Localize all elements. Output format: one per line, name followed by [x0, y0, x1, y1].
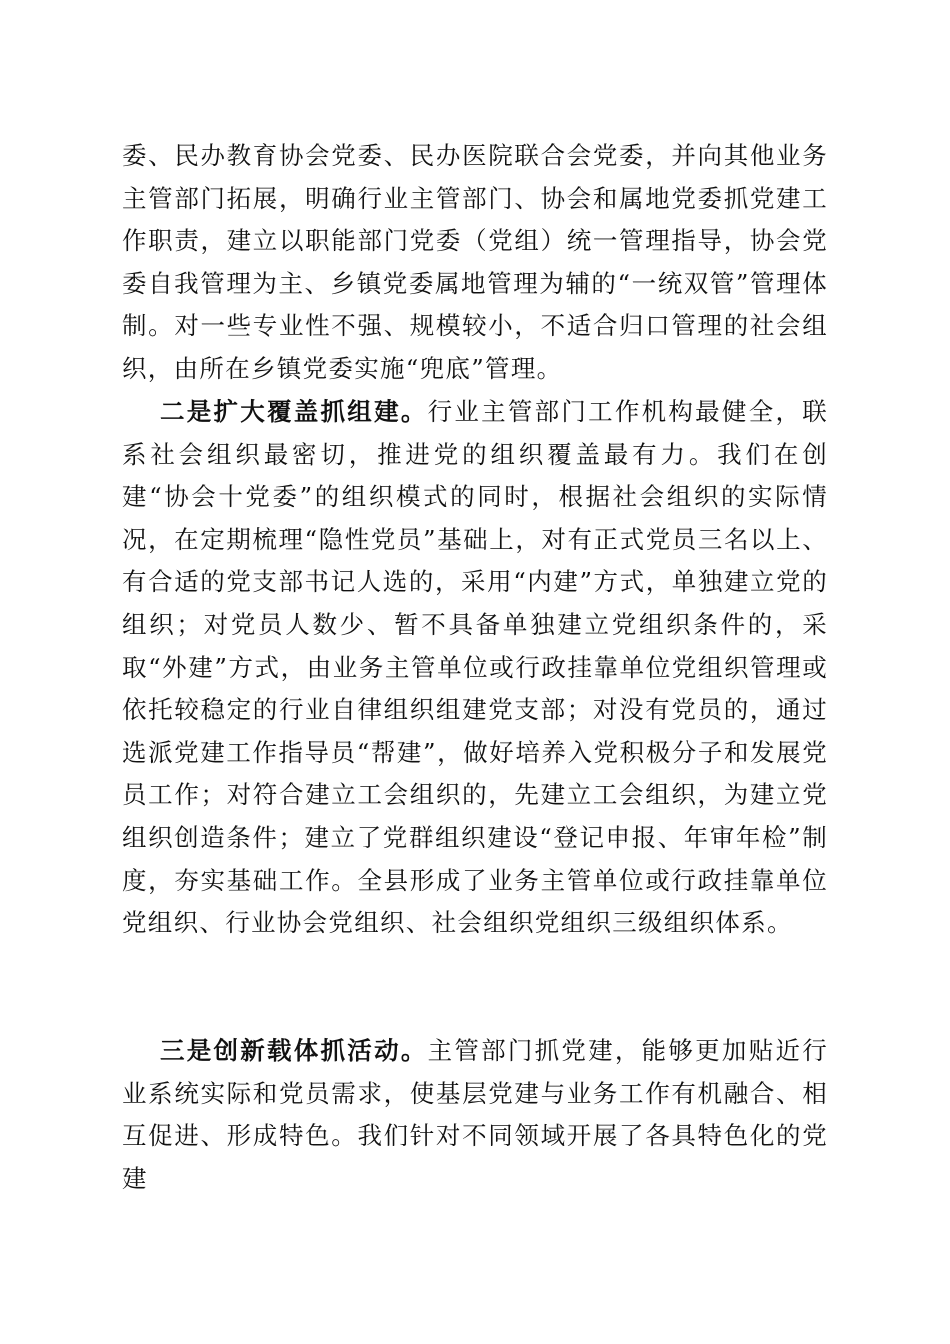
paragraph-expand-coverage: [122, 391, 828, 945]
paragraph-continuation: [122, 135, 828, 391]
paragraph-text: 委、民办教育协会党委、民办医院联合会党委，并向其他业务主管部门拓展，明确行业主管部门、协会和属地党委抓党建工作职责，建立以职能部门党委（党组）统一管理指导，协会党委自我管理为主、乡镇党委属地管理为辅的“一统双管”管理体制。对一些专业性不强、规模较小，不适合归口管理的社会组织，由所在乡镇党委实施“兜底”管理。: [122, 141, 828, 383]
paragraph-lead-heading: 二是扩大覆盖抓组建。: [160, 397, 428, 426]
paragraph-innovate-carriers: [122, 1030, 828, 1200]
paragraph-text: 主管部门抓党建，能够更加贴近行业系统实际和党员需求，使基层党建与业务工作有机融合、相互促进、形成特色。我们针对不同领域开展了各具特色化的党建: [122, 1036, 829, 1193]
paragraph-lead-heading: 三是创新载体抓活动。: [160, 1036, 428, 1065]
paragraph-text: 行业主管部门工作机构最健全，联系社会组织最密切，推进党的组织覆盖最有力。我们在创建“协会十党委”的组织模式的同时，根据社会组织的实际情况，在定期梳理“隐性党员”基础上，对有正式党员三名以上、有合适的党支部书记人选的，采用“内建”方式，单独建立党的组织；对党员人数少、暂不具备单独建立党组织条件的，采取“外建”方式，由业务主管单位或行政挂靠单位党组织管理或依托较稳定的行业自律组织组建党支部；对没有党员的，通过选派党建工作指导员“帮建”，做好培养入党积极分子和发展党员工作；对符合建立工会组织的，先建立工会组织，为建立党组织创造条件；建立了党群组织建设“登记申报、年审年检”制度，夯实基础工作。全县形成了业务主管单位或行政挂靠单位党组织、行业协会党组织、社会组织党组织三级组织体系。: [122, 397, 829, 938]
